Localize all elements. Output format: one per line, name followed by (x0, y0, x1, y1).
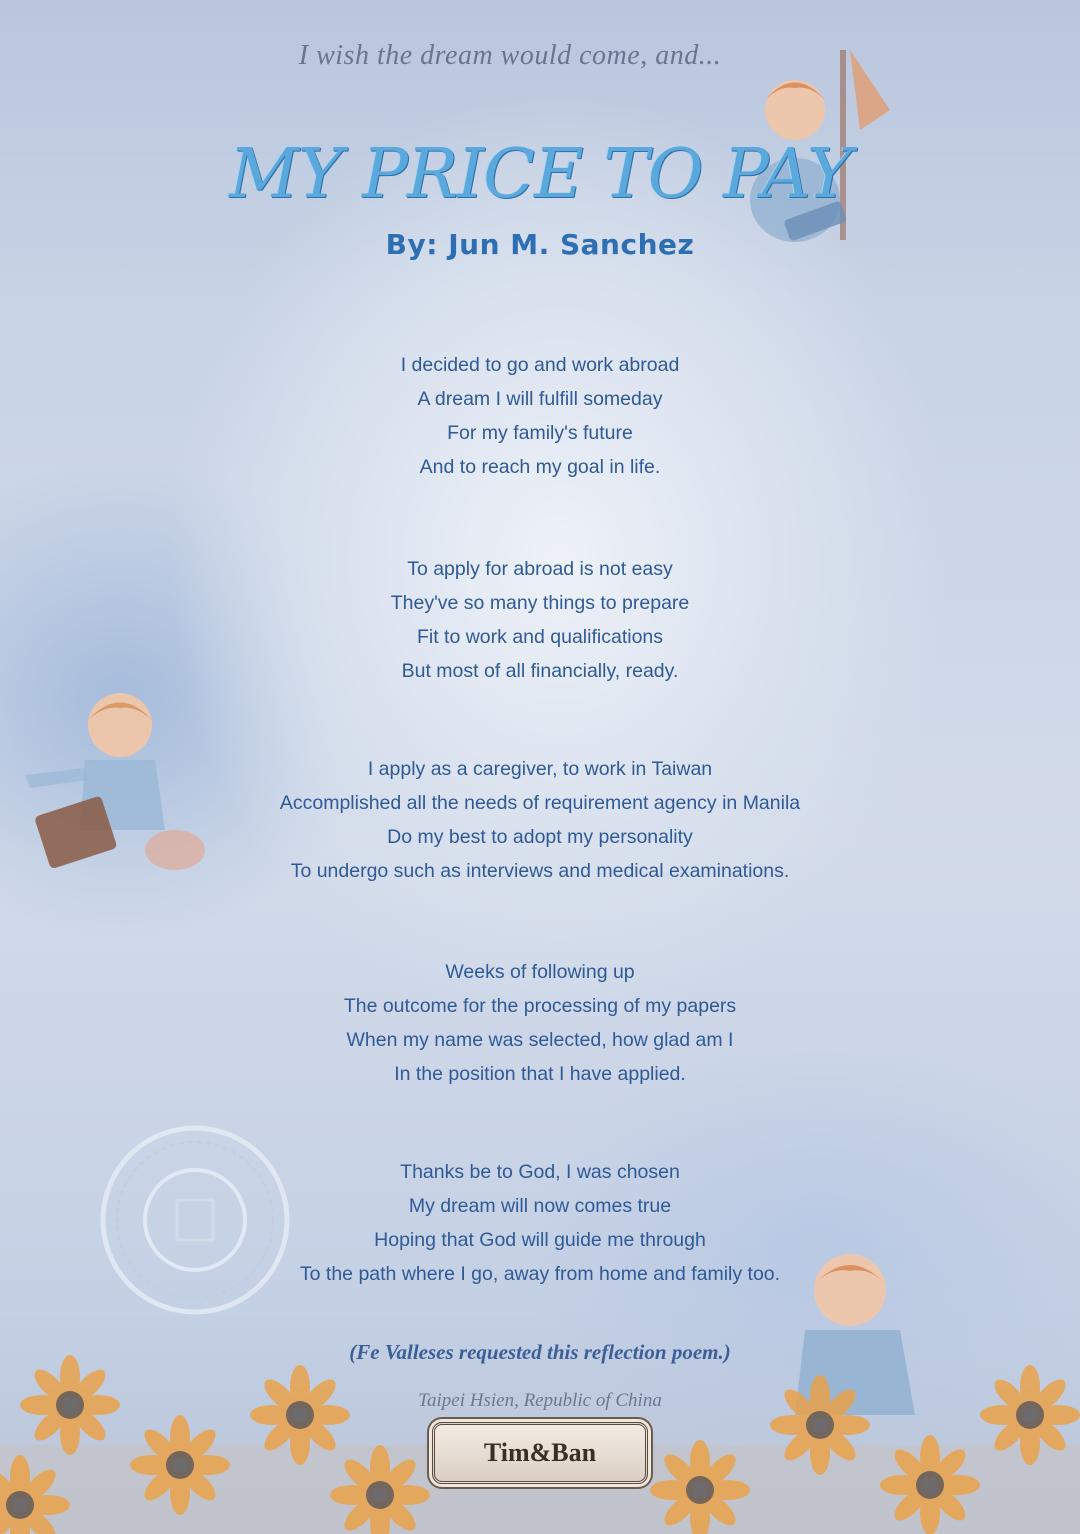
poem-line: Accomplished all the needs of requirement agency in Manila (279, 792, 801, 814)
request-credit: (Fe Valleses requested this reflection poem.) (349, 1340, 731, 1364)
poem-stanza-4 (0, 955, 1080, 1091)
poem-line: They've so many things to prepare (390, 592, 690, 614)
poem-line: For my family's future (447, 422, 633, 444)
poem-line: Do my best to adopt my personality (387, 826, 693, 848)
poem-line: Weeks of following up (445, 961, 635, 983)
sunflower-border (0, 1295, 1080, 1534)
poem-line: But most of all financially, ready. (401, 660, 679, 682)
poem-line: To apply for abroad is not easy (407, 558, 673, 580)
poem-line: To undergo such as interviews and medical examinations. (290, 860, 790, 882)
tagline: I wish the dream would come, and... (298, 40, 722, 71)
poem-line: And to reach my goal in life. (419, 456, 661, 478)
location-line: Taipei Hsien, Republic of China (418, 1390, 662, 1411)
poem-line: To the path where I go, away from home and family too. (299, 1263, 781, 1285)
poem-line: I apply as a caregiver, to work in Taiwan (367, 758, 713, 780)
poem-line: The outcome for the processing of my papers (343, 995, 737, 1017)
poem-line: Fit to work and qualifications (416, 626, 664, 648)
poem-line: In the position that I have applied. (394, 1063, 686, 1085)
poem-line: My dream will now comes true (408, 1195, 672, 1217)
poem-line: I decided to go and work abroad (400, 354, 680, 376)
poem-line: When my name was selected, how glad am I (346, 1029, 734, 1051)
author-byline: By: Jun M. Sanchez (385, 228, 695, 261)
poem-stanza-2 (0, 552, 1080, 688)
poem-stanza-1 (0, 348, 1080, 484)
brand-logo: Tim&Ban (432, 1422, 648, 1484)
poem-stanza-5 (0, 1155, 1080, 1291)
poem-line: Thanks be to God, I was chosen (400, 1161, 680, 1183)
page-title: MY PRICE TO PAY (229, 135, 851, 214)
poem-line: A dream I will fulfill someday (417, 388, 663, 410)
poem-line: Hoping that God will guide me through (374, 1229, 706, 1251)
poem-stanza-3 (0, 752, 1080, 888)
